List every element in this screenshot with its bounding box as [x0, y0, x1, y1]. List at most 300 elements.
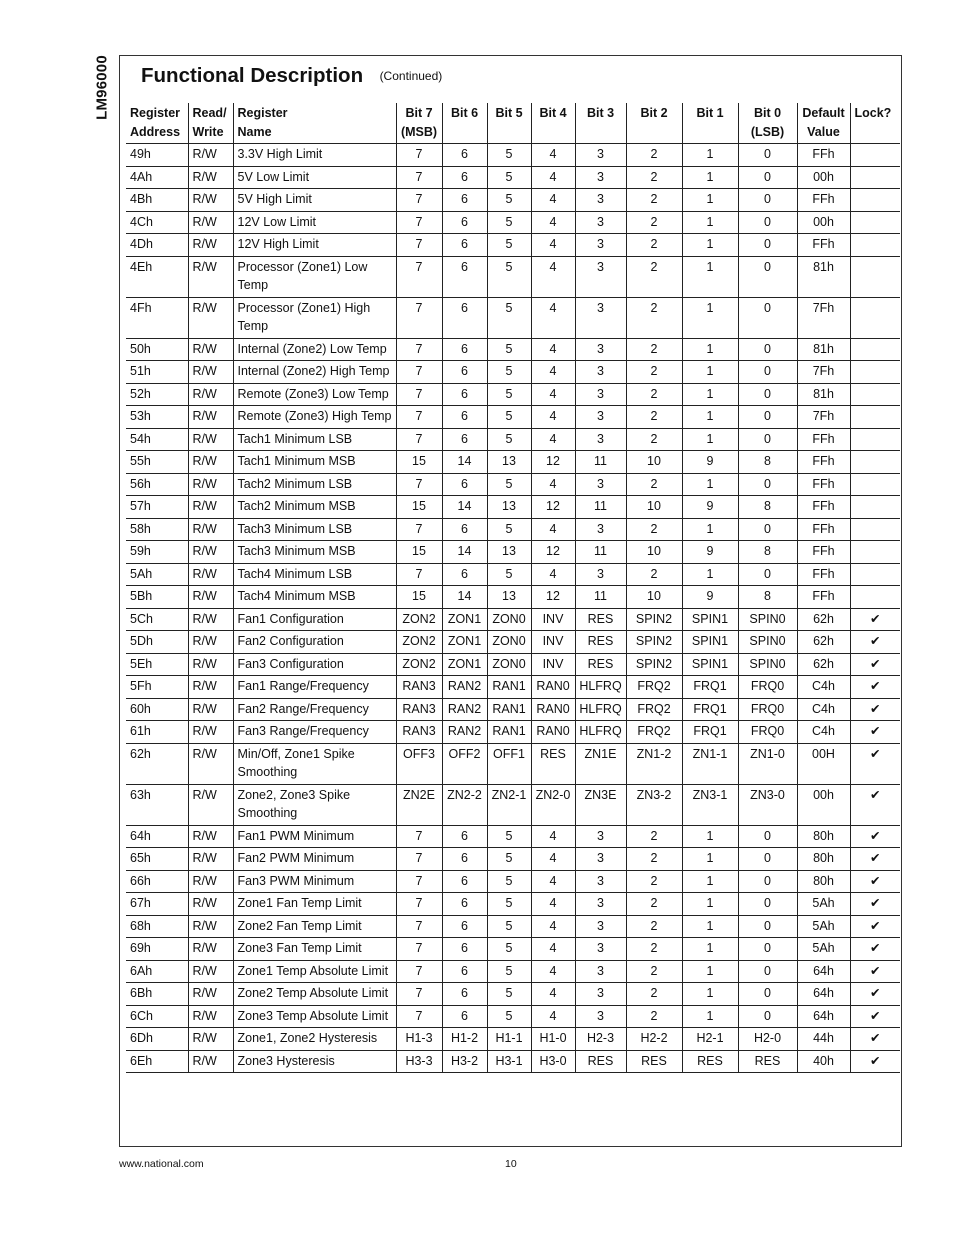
register-name: Processor (Zone1) Low Temp [233, 256, 396, 297]
bit-cell: 0 [738, 983, 797, 1006]
bit-cell: H1-2 [442, 1028, 487, 1051]
bit-cell: 14 [442, 541, 487, 564]
bit-cell: 6 [442, 915, 487, 938]
bit-cell: 10 [626, 541, 682, 564]
bit-cell: 13 [487, 451, 531, 474]
bit-cell: 1 [682, 938, 738, 961]
bit-cell: H2-3 [575, 1028, 626, 1051]
bit-cell: RAN2 [442, 721, 487, 744]
column-header: Bit 5 [487, 103, 531, 144]
register-address: 61h [126, 721, 188, 744]
section-heading [141, 64, 442, 88]
column-header: Bit 7 (MSB) [396, 103, 442, 144]
register-name: Min/Off, Zone1 Spike Smoothing [233, 743, 396, 784]
bit-cell: 11 [575, 451, 626, 474]
bit-cell: 3 [575, 211, 626, 234]
bit-cell: 6 [442, 406, 487, 429]
default-value: 81h [797, 383, 850, 406]
bit-cell: 5 [487, 825, 531, 848]
table-row [126, 1028, 900, 1051]
bit-cell: SPIN1 [682, 653, 738, 676]
default-value: C4h [797, 676, 850, 699]
read-write: R/W [188, 1028, 233, 1051]
register-address: 66h [126, 870, 188, 893]
bit-cell: ZN1-0 [738, 743, 797, 784]
bit-cell: 3 [575, 848, 626, 871]
bit-cell: 0 [738, 563, 797, 586]
bit-cell: 7 [396, 361, 442, 384]
part-number: LM96000 [93, 55, 111, 120]
read-write: R/W [188, 1050, 233, 1073]
bit-cell: 2 [626, 361, 682, 384]
bit-cell: SPIN1 [682, 631, 738, 654]
bit-cell: 1 [682, 983, 738, 1006]
lock-check-icon: ✔ [850, 631, 900, 654]
lock-cell [850, 563, 900, 586]
bit-cell: 4 [531, 915, 575, 938]
lock-cell [850, 256, 900, 297]
read-write: R/W [188, 338, 233, 361]
bit-cell: 1 [682, 361, 738, 384]
bit-cell: 3 [575, 870, 626, 893]
bit-cell: 2 [626, 848, 682, 871]
bit-cell: 6 [442, 848, 487, 871]
bit-cell: 13 [487, 496, 531, 519]
bit-cell: 13 [487, 541, 531, 564]
bit-cell: 1 [682, 915, 738, 938]
lock-check-icon: ✔ [850, 676, 900, 699]
default-value: 80h [797, 825, 850, 848]
table-row [126, 848, 900, 871]
register-name: Zone2, Zone3 Spike Smoothing [233, 784, 396, 825]
table-row [126, 256, 900, 297]
bit-cell: 4 [531, 428, 575, 451]
table-row [126, 960, 900, 983]
bit-cell: 6 [442, 383, 487, 406]
footer-page-number: 10 [505, 1158, 517, 1170]
lock-check-icon: ✔ [850, 1028, 900, 1051]
bit-cell: 7 [396, 473, 442, 496]
bit-cell: 4 [531, 825, 575, 848]
bit-cell: 0 [738, 518, 797, 541]
bit-cell: ZN2E [396, 784, 442, 825]
register-address: 4Bh [126, 189, 188, 212]
bit-cell: 2 [626, 338, 682, 361]
bit-cell: RES [626, 1050, 682, 1073]
bit-cell: ZON1 [442, 631, 487, 654]
bit-cell: OFF2 [442, 743, 487, 784]
table-row [126, 189, 900, 212]
register-name: Tach3 Minimum MSB [233, 541, 396, 564]
bit-cell: 6 [442, 144, 487, 167]
bit-cell: SPIN0 [738, 631, 797, 654]
column-header: Bit 4 [531, 103, 575, 144]
bit-cell: 5 [487, 144, 531, 167]
bit-cell: 0 [738, 234, 797, 257]
bit-cell: 4 [531, 960, 575, 983]
table-row [126, 144, 900, 167]
register-address: 6Ah [126, 960, 188, 983]
table-row [126, 406, 900, 429]
table-row [126, 383, 900, 406]
bit-cell: ZON0 [487, 653, 531, 676]
bit-cell: 5 [487, 960, 531, 983]
bit-cell: 2 [626, 144, 682, 167]
lock-cell [850, 406, 900, 429]
bit-cell: RES [575, 653, 626, 676]
bit-cell: 7 [396, 893, 442, 916]
default-value: FFh [797, 144, 850, 167]
bit-cell: 4 [531, 563, 575, 586]
read-write: R/W [188, 1005, 233, 1028]
register-address: 65h [126, 848, 188, 871]
bit-cell: 1 [682, 256, 738, 297]
lock-check-icon: ✔ [850, 743, 900, 784]
lock-check-icon: ✔ [850, 698, 900, 721]
bit-cell: 1 [682, 825, 738, 848]
read-write: R/W [188, 848, 233, 871]
default-value: FFh [797, 473, 850, 496]
bit-cell: INV [531, 608, 575, 631]
default-value: 64h [797, 983, 850, 1006]
continued-label: (Continued) [379, 69, 443, 83]
register-address: 49h [126, 144, 188, 167]
bit-cell: 0 [738, 428, 797, 451]
bit-cell: 6 [442, 211, 487, 234]
bit-cell: 0 [738, 848, 797, 871]
bit-cell: 7 [396, 848, 442, 871]
bit-cell: 0 [738, 870, 797, 893]
register-address: 4Dh [126, 234, 188, 257]
read-write: R/W [188, 383, 233, 406]
bit-cell: 4 [531, 518, 575, 541]
register-name: 5V High Limit [233, 189, 396, 212]
default-value: 00h [797, 166, 850, 189]
bit-cell: RAN0 [531, 698, 575, 721]
bit-cell: 9 [682, 586, 738, 609]
bit-cell: 3 [575, 144, 626, 167]
default-value: 5Ah [797, 915, 850, 938]
lock-check-icon: ✔ [850, 784, 900, 825]
column-header: Bit 1 [682, 103, 738, 144]
bit-cell: 3 [575, 297, 626, 338]
default-value: FFh [797, 586, 850, 609]
register-address: 56h [126, 473, 188, 496]
bit-cell: 2 [626, 915, 682, 938]
register-name: Tach3 Minimum LSB [233, 518, 396, 541]
bit-cell: 6 [442, 518, 487, 541]
lock-check-icon: ✔ [850, 983, 900, 1006]
bit-cell: 0 [738, 144, 797, 167]
bit-cell: INV [531, 631, 575, 654]
bit-cell: 2 [626, 960, 682, 983]
table-row [126, 870, 900, 893]
bit-cell: 7 [396, 960, 442, 983]
bit-cell: FRQ0 [738, 698, 797, 721]
bit-cell: 0 [738, 960, 797, 983]
bit-cell: 7 [396, 1005, 442, 1028]
bit-cell: 6 [442, 189, 487, 212]
register-address: 60h [126, 698, 188, 721]
lock-cell [850, 473, 900, 496]
bit-cell: RES [575, 608, 626, 631]
bit-cell: FRQ2 [626, 676, 682, 699]
table-row [126, 473, 900, 496]
register-name: Fan3 Range/Frequency [233, 721, 396, 744]
bit-cell: 5 [487, 915, 531, 938]
register-address: 5Bh [126, 586, 188, 609]
register-name: Zone2 Fan Temp Limit [233, 915, 396, 938]
bit-cell: 1 [682, 338, 738, 361]
table-row [126, 608, 900, 631]
register-name: Fan2 Range/Frequency [233, 698, 396, 721]
table-row [126, 338, 900, 361]
bit-cell: 7 [396, 189, 442, 212]
register-address: 68h [126, 915, 188, 938]
bit-cell: ZN1E [575, 743, 626, 784]
default-value: 64h [797, 1005, 850, 1028]
default-value: FFh [797, 563, 850, 586]
bit-cell: 8 [738, 451, 797, 474]
bit-cell: 12 [531, 586, 575, 609]
bit-cell: 3 [575, 383, 626, 406]
lock-check-icon: ✔ [850, 848, 900, 871]
register-name: Zone1 Temp Absolute Limit [233, 960, 396, 983]
bit-cell: 5 [487, 518, 531, 541]
bit-cell: 4 [531, 234, 575, 257]
default-value: 81h [797, 338, 850, 361]
default-value: 80h [797, 870, 850, 893]
bit-cell: 6 [442, 234, 487, 257]
read-write: R/W [188, 189, 233, 212]
register-name: Fan2 PWM Minimum [233, 848, 396, 871]
bit-cell: 2 [626, 1005, 682, 1028]
register-address: 4Ah [126, 166, 188, 189]
read-write: R/W [188, 541, 233, 564]
bit-cell: 7 [396, 211, 442, 234]
bit-cell: 0 [738, 166, 797, 189]
register-address: 6Eh [126, 1050, 188, 1073]
bit-cell: 6 [442, 256, 487, 297]
bit-cell: 6 [442, 1005, 487, 1028]
default-value: 00H [797, 743, 850, 784]
bit-cell: HLFRQ [575, 721, 626, 744]
bit-cell: 3 [575, 983, 626, 1006]
bit-cell: 6 [442, 338, 487, 361]
register-name: Zone3 Temp Absolute Limit [233, 1005, 396, 1028]
bit-cell: FRQ2 [626, 721, 682, 744]
bit-cell: 3 [575, 1005, 626, 1028]
bit-cell: RAN3 [396, 698, 442, 721]
bit-cell: 9 [682, 496, 738, 519]
lock-cell [850, 383, 900, 406]
bit-cell: 0 [738, 406, 797, 429]
register-name: Remote (Zone3) High Temp [233, 406, 396, 429]
bit-cell: 12 [531, 451, 575, 474]
bit-cell: 4 [531, 473, 575, 496]
bit-cell: 0 [738, 938, 797, 961]
default-value: 81h [797, 256, 850, 297]
bit-cell: H3-0 [531, 1050, 575, 1073]
register-address: 5Ah [126, 563, 188, 586]
bit-cell: 3 [575, 915, 626, 938]
bit-cell: RES [575, 1050, 626, 1073]
register-name: Tach1 Minimum LSB [233, 428, 396, 451]
table-row [126, 211, 900, 234]
default-value: 62h [797, 653, 850, 676]
register-name: Tach4 Minimum MSB [233, 586, 396, 609]
bit-cell: 7 [396, 406, 442, 429]
bit-cell: 5 [487, 234, 531, 257]
bit-cell: ZN1-2 [626, 743, 682, 784]
read-write: R/W [188, 234, 233, 257]
bit-cell: 8 [738, 586, 797, 609]
bit-cell: 4 [531, 297, 575, 338]
register-name: Fan3 Configuration [233, 653, 396, 676]
bit-cell: 2 [626, 893, 682, 916]
default-value: C4h [797, 698, 850, 721]
register-address: 62h [126, 743, 188, 784]
lock-check-icon: ✔ [850, 870, 900, 893]
bit-cell: RES [575, 631, 626, 654]
bit-cell: 4 [531, 406, 575, 429]
bit-cell: 4 [531, 983, 575, 1006]
bit-cell: 5 [487, 189, 531, 212]
read-write: R/W [188, 361, 233, 384]
table-row [126, 1005, 900, 1028]
register-address: 59h [126, 541, 188, 564]
bit-cell: 11 [575, 586, 626, 609]
bit-cell: 6 [442, 825, 487, 848]
column-header: Read/ Write [188, 103, 233, 144]
table-row [126, 166, 900, 189]
register-address: 6Bh [126, 983, 188, 1006]
bit-cell: ZON2 [396, 653, 442, 676]
bit-cell: 1 [682, 211, 738, 234]
bit-cell: 2 [626, 518, 682, 541]
bit-cell: RES [531, 743, 575, 784]
bit-cell: 12 [531, 496, 575, 519]
bit-cell: OFF1 [487, 743, 531, 784]
bit-cell: FRQ2 [626, 698, 682, 721]
register-address: 6Dh [126, 1028, 188, 1051]
default-value: FFh [797, 234, 850, 257]
read-write: R/W [188, 938, 233, 961]
bit-cell: 3 [575, 518, 626, 541]
default-value: 7Fh [797, 361, 850, 384]
bit-cell: 2 [626, 825, 682, 848]
bit-cell: 4 [531, 144, 575, 167]
section-title: Functional Description [141, 64, 364, 87]
bit-cell: 0 [738, 256, 797, 297]
bit-cell: 0 [738, 297, 797, 338]
bit-cell: 1 [682, 870, 738, 893]
default-value: 7Fh [797, 406, 850, 429]
default-value: 00h [797, 211, 850, 234]
table-header-row [126, 103, 900, 144]
bit-cell: 5 [487, 166, 531, 189]
bit-cell: 6 [442, 893, 487, 916]
read-write: R/W [188, 496, 233, 519]
bit-cell: 3 [575, 166, 626, 189]
bit-cell: 4 [531, 189, 575, 212]
bit-cell: 5 [487, 473, 531, 496]
table-row [126, 428, 900, 451]
bit-cell: RAN1 [487, 698, 531, 721]
bit-cell: 7 [396, 256, 442, 297]
bit-cell: ZON1 [442, 608, 487, 631]
table-row [126, 743, 900, 784]
lock-check-icon: ✔ [850, 608, 900, 631]
bit-cell: H3-3 [396, 1050, 442, 1073]
bit-cell: 5 [487, 563, 531, 586]
bit-cell: 1 [682, 848, 738, 871]
bit-cell: 3 [575, 189, 626, 212]
bit-cell: 1 [682, 518, 738, 541]
column-header: Bit 6 [442, 103, 487, 144]
bit-cell: 5 [487, 383, 531, 406]
lock-cell [850, 518, 900, 541]
register-name: Zone1, Zone2 Hysteresis [233, 1028, 396, 1051]
bit-cell: 0 [738, 473, 797, 496]
bit-cell: 7 [396, 144, 442, 167]
bit-cell: 1 [682, 234, 738, 257]
read-write: R/W [188, 518, 233, 541]
bit-cell: ZON2 [396, 608, 442, 631]
bit-cell: 8 [738, 496, 797, 519]
bit-cell: 0 [738, 915, 797, 938]
register-name: Fan1 Configuration [233, 608, 396, 631]
bit-cell: H2-1 [682, 1028, 738, 1051]
bit-cell: 6 [442, 473, 487, 496]
bit-cell: SPIN1 [682, 608, 738, 631]
default-value: FFh [797, 518, 850, 541]
bit-cell: ZN3-1 [682, 784, 738, 825]
bit-cell: 6 [442, 870, 487, 893]
bit-cell: 3 [575, 256, 626, 297]
bit-cell: 1 [682, 428, 738, 451]
bit-cell: 5 [487, 893, 531, 916]
bit-cell: FRQ0 [738, 721, 797, 744]
lock-cell [850, 338, 900, 361]
bit-cell: 9 [682, 541, 738, 564]
table-row [126, 1050, 900, 1073]
read-write: R/W [188, 631, 233, 654]
read-write: R/W [188, 653, 233, 676]
table-row [126, 698, 900, 721]
bit-cell: HLFRQ [575, 676, 626, 699]
bit-cell: 4 [531, 361, 575, 384]
bit-cell: 6 [442, 938, 487, 961]
column-header: Bit 3 [575, 103, 626, 144]
register-address: 5Eh [126, 653, 188, 676]
table-row [126, 518, 900, 541]
read-write: R/W [188, 743, 233, 784]
bit-cell: H2-0 [738, 1028, 797, 1051]
bit-cell: 4 [531, 848, 575, 871]
bit-cell: ZN2-2 [442, 784, 487, 825]
read-write: R/W [188, 825, 233, 848]
lock-check-icon: ✔ [850, 915, 900, 938]
read-write: R/W [188, 563, 233, 586]
default-value: 5Ah [797, 893, 850, 916]
bit-cell: 2 [626, 189, 682, 212]
bit-cell: RAN2 [442, 676, 487, 699]
bit-cell: RAN1 [487, 721, 531, 744]
bit-cell: 1 [682, 189, 738, 212]
lock-cell [850, 189, 900, 212]
bit-cell: 10 [626, 586, 682, 609]
